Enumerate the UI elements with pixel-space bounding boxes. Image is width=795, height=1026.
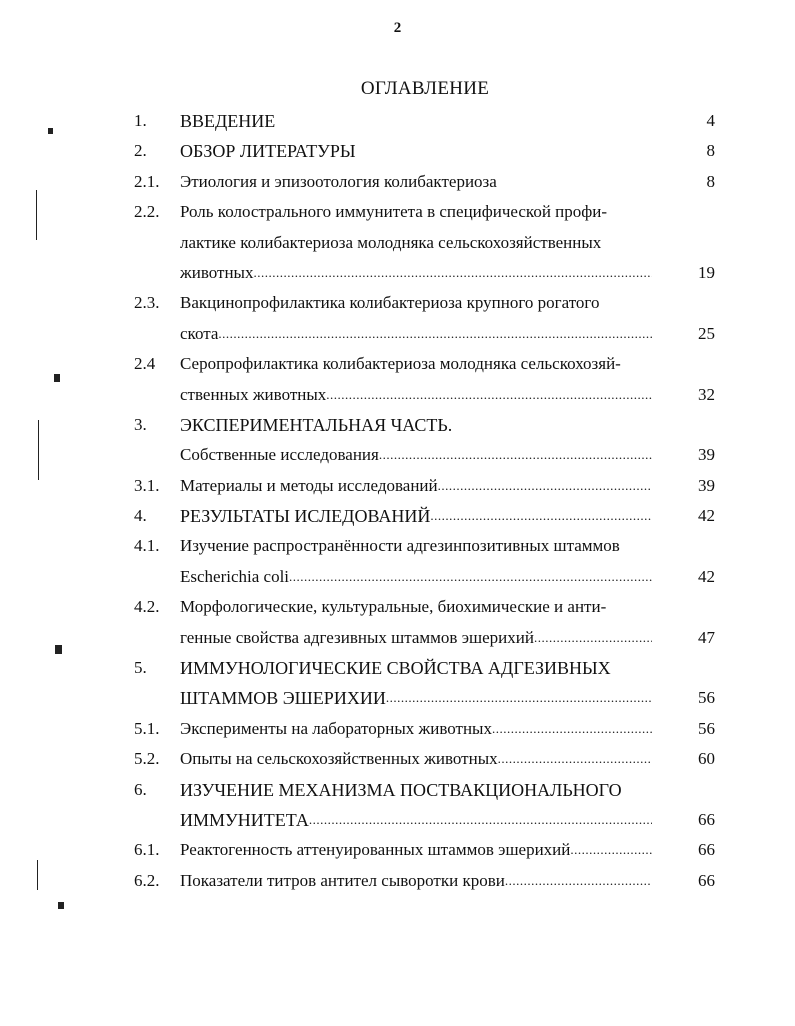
toc-line	[0, 562, 795, 592]
toc-entry	[180, 471, 652, 501]
leader-dots	[289, 562, 652, 592]
toc-page-number: 66	[698, 870, 715, 890]
toc-entry	[180, 835, 652, 865]
table-of-contents	[0, 106, 795, 896]
toc-entry	[180, 228, 795, 258]
toc-entry-text: Роль колострального иммунитета в специфической профи-	[180, 202, 608, 222]
toc-page-number: 47	[698, 627, 715, 647]
toc-entry	[180, 501, 652, 531]
toc-page-number: 4	[706, 111, 715, 130]
toc-line	[0, 683, 795, 713]
toc-page-number: 42	[698, 566, 715, 586]
toc-number: 3.1.	[134, 475, 160, 495]
toc-number: 6.	[134, 779, 147, 799]
toc-number: 4.2.	[134, 597, 160, 617]
toc-entry	[180, 623, 652, 653]
leader-dots	[309, 805, 652, 835]
leader-dots	[218, 319, 652, 349]
toc-entry-text: Изучение распространённости адгезинпозитивных штаммов	[180, 536, 620, 556]
toc-entry	[180, 714, 652, 744]
toc-page-number: 39	[698, 445, 715, 465]
toc-line	[0, 349, 795, 379]
toc-entry	[180, 440, 652, 470]
toc-line	[0, 623, 795, 653]
toc-entry-text: ШТАММОВ ЭШЕРИХИИ	[180, 688, 386, 709]
scan-speck	[55, 645, 62, 654]
toc-entry	[180, 744, 652, 774]
leader-dots	[386, 683, 652, 713]
toc-line	[0, 319, 795, 349]
toc-page-number: 39	[698, 475, 715, 495]
leader-dots	[505, 866, 652, 896]
toc-line	[0, 866, 795, 896]
leader-dots	[534, 623, 652, 653]
toc-number: 3.	[134, 414, 147, 434]
toc-line	[0, 775, 795, 805]
scan-speck	[54, 374, 60, 382]
toc-line	[0, 136, 795, 166]
toc-line	[0, 197, 795, 227]
toc-number: 2.	[134, 141, 147, 161]
scan-line	[36, 190, 37, 240]
toc-entry-text: ОБЗОР ЛИТЕРАТУРЫ	[180, 141, 356, 162]
toc-page-number: 8	[706, 171, 715, 191]
toc-number: 2.1.	[134, 171, 160, 191]
toc-page-number: 60	[698, 749, 715, 769]
leader-dots	[438, 471, 652, 501]
leader-dots	[379, 440, 652, 470]
toc-line	[0, 501, 795, 531]
toc-entry-text: РЕЗУЛЬТАТЫ ИСЛЕДОВАНИЙ	[180, 506, 431, 527]
toc-entry-text: Escherichia coli	[180, 566, 290, 586]
toc-number: 5.	[134, 658, 147, 678]
toc-entry-text: животных	[180, 262, 254, 282]
page-title: ОГЛАВЛЕНИЕ	[360, 78, 490, 99]
toc-entry-text: Собственные исследования	[180, 445, 379, 465]
toc-line	[0, 440, 795, 470]
toc-entry-text: скота	[180, 323, 219, 343]
toc-entry-text: Серопрофилактика колибактериоза молодняка сельскохозяй-	[180, 354, 621, 374]
leader-dots	[492, 714, 652, 744]
toc-page-number: 66	[698, 840, 715, 860]
toc-entry-text: Показатели титров антител сыворотки крови	[180, 870, 505, 890]
toc-entry-text: ИММУНИТЕТА	[180, 809, 309, 830]
toc-page-number: 56	[698, 718, 715, 738]
toc-entry	[180, 197, 795, 227]
toc-line	[0, 805, 795, 835]
toc-number: 5.2.	[134, 749, 160, 769]
toc-number: 6.2.	[134, 870, 160, 890]
leader-dots	[570, 835, 652, 865]
toc-entry-text: Этиология и эпизоотология колибактериоза	[180, 171, 497, 191]
toc-line	[0, 653, 795, 683]
toc-number: 2.2.	[134, 202, 160, 222]
toc-number: 6.1.	[134, 840, 160, 860]
toc-line	[0, 228, 795, 258]
toc-entry-text: ЭКСПЕРИМЕНТАЛЬНАЯ ЧАСТЬ.	[180, 414, 453, 435]
toc-line	[0, 592, 795, 622]
toc-entry	[180, 805, 652, 835]
toc-line	[0, 380, 795, 410]
toc-entry-text: Опыты на сельскохозяйственных животных	[180, 749, 498, 769]
toc-page-number: 32	[698, 384, 715, 404]
toc-entry-text: Эксперименты на лабораторных животных	[180, 718, 492, 738]
toc-page-number: 8	[706, 141, 715, 161]
toc-line	[0, 258, 795, 288]
toc-entry	[180, 380, 652, 410]
toc-number: 1.	[134, 111, 147, 130]
toc-page-number: 56	[698, 688, 715, 708]
toc-entry-text: Морфологические, культуральные, биохимические и анти-	[180, 597, 607, 617]
page-number: 2	[393, 20, 402, 36]
toc-entry	[180, 866, 652, 896]
toc-line	[0, 410, 795, 440]
scan-speck	[48, 128, 53, 134]
toc-line	[0, 714, 795, 744]
toc-entry	[180, 775, 795, 805]
toc-entry	[180, 562, 652, 592]
toc-entry	[180, 410, 795, 440]
toc-page-number: 19	[698, 262, 715, 282]
toc-entry-text: ИММУНОЛОГИЧЕСКИЕ СВОЙСТВА АДГЕЗИВНЫХ	[180, 658, 611, 679]
toc-entry-text: генные свойства адгезивных штаммов эшерихий	[180, 627, 534, 647]
toc-page-number: 25	[698, 323, 715, 343]
toc-entry-text: лактике колибактериоза молодняка сельскохозяйственных	[180, 232, 602, 252]
toc-entry-text: Реактогенность аттенуированных штаммов эшерихий	[180, 840, 571, 860]
toc-entry-text: ВВЕДЕНИЕ	[180, 111, 276, 131]
toc-line	[0, 744, 795, 774]
leader-dots	[430, 501, 652, 531]
toc-number: 5.1.	[134, 718, 160, 738]
toc-entry	[180, 288, 795, 318]
toc-entry	[180, 592, 795, 622]
leader-dots	[498, 744, 652, 774]
toc-page-number: 66	[698, 809, 715, 829]
toc-number: 2.3.	[134, 293, 160, 313]
toc-number: 4.1.	[134, 536, 160, 556]
toc-line	[0, 167, 795, 197]
toc-entry-text: ИЗУЧЕНИЕ МЕХАНИЗМА ПОСТВАКЦИОНАЛЬНОГО	[180, 779, 622, 800]
toc-line	[0, 835, 795, 865]
toc-line	[0, 471, 795, 501]
scan-speck	[58, 902, 64, 909]
toc-entry-text: Материалы и методы исследований	[180, 475, 438, 495]
toc-line	[0, 288, 795, 318]
toc-entry-text: ственных животных	[180, 384, 327, 404]
scan-line	[37, 860, 38, 890]
scan-line	[38, 420, 39, 480]
toc-entry	[180, 319, 652, 349]
toc-number: 4.	[134, 506, 147, 526]
toc-number: 2.4	[134, 354, 156, 374]
toc-entry	[180, 683, 652, 713]
leader-dots	[326, 380, 652, 410]
toc-entry	[180, 258, 652, 288]
toc-line	[0, 106, 795, 136]
toc-entry	[180, 349, 795, 379]
leader-dots	[253, 258, 652, 288]
toc-entry-text: Вакцинопрофилактика колибактериоза крупного рогатого	[180, 293, 600, 313]
toc-page-number: 42	[698, 506, 715, 526]
toc-entry	[180, 653, 795, 683]
toc-line	[0, 531, 795, 561]
toc-entry	[180, 531, 795, 561]
